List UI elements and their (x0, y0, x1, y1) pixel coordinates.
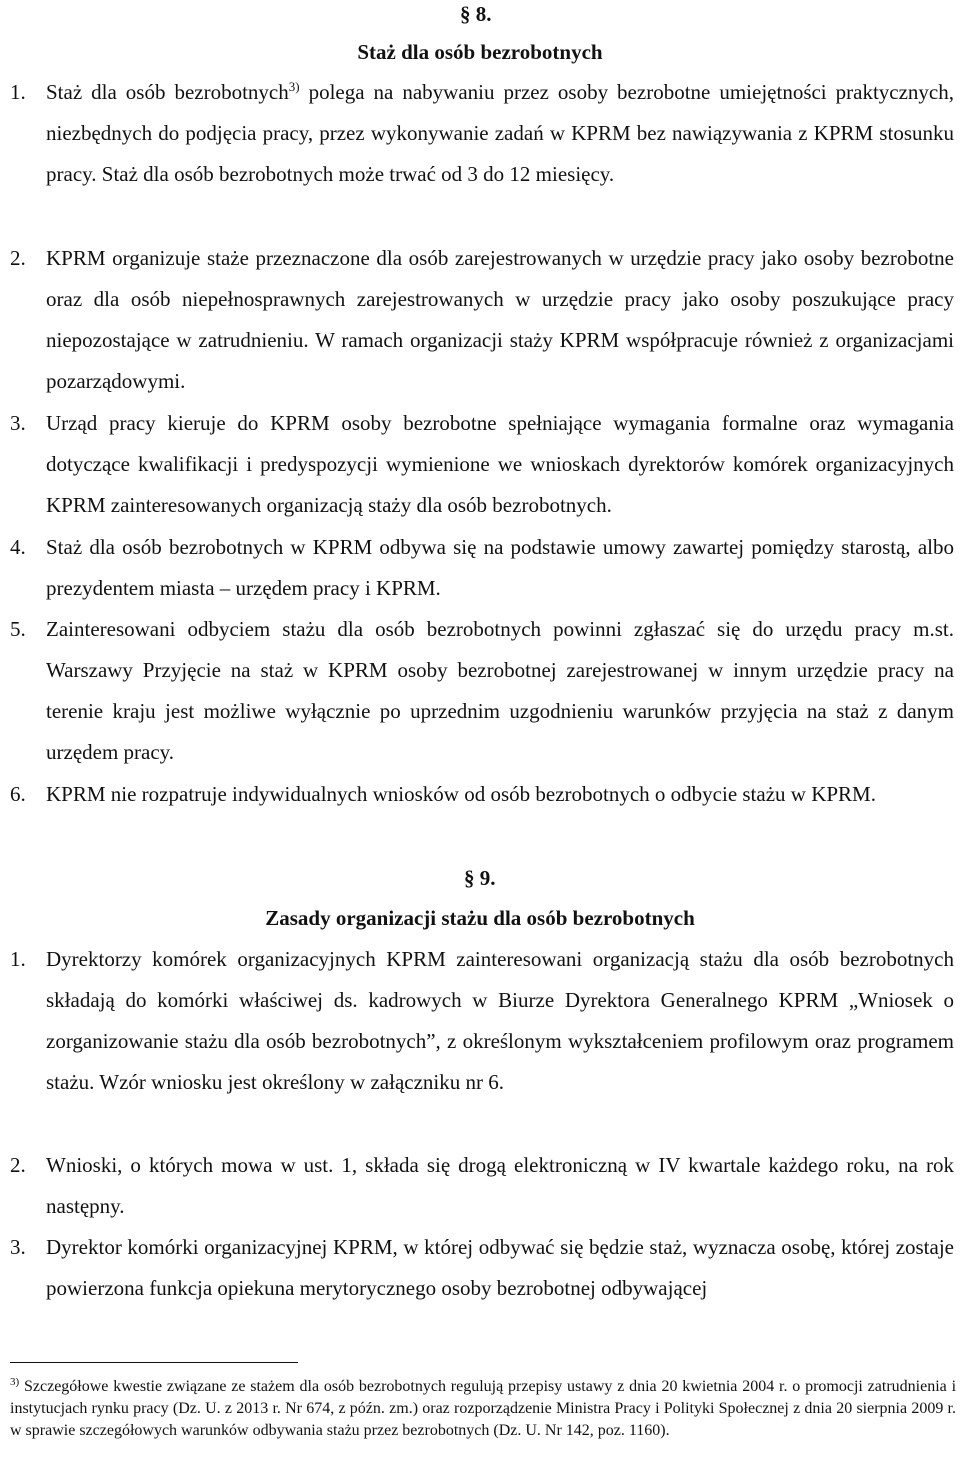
footnote (10, 1376, 956, 1442)
item-number: 1. (10, 947, 26, 971)
item-number: 1. (10, 80, 26, 104)
item-text-rest: polega na nabywaniu przez osoby bezrobotne umiejętności praktycznych, niezbędnych do podjęcia pracy, przez wykonywanie zadań w KPRM bez nawiązywania z KPRM stosunku pracy. Staż dla osób bezrobotnych może trwać od 3 do 12 miesięcy. (46, 80, 954, 186)
item-number: 5. (10, 617, 26, 641)
footnote-text: Szczegółowe kwestie związane ze stażem dla osób bezrobotnych regulują przepisy ustawy z dnia 20 kwietnia 2004 r. o promocji zatrudnienia i instytucjach rynku pracy (Dz. U. z 2013 r. Nr 674, z późn. zm.) oraz rozporządzenie Ministra Pracy i Polityki Społecznej z dnia 20 sierpnia 2009 r. w sprawie szczegółowych warunków odbywania stażu przez bezrobotnych (Dz. U. Nr 142, poz. 1160). (10, 1378, 957, 1439)
item-number: 2. (10, 1153, 26, 1177)
item-text: Zainteresowani odbyciem stażu dla osób bezrobotnych powinni zgłaszać się do urzędu pracy m.st. Warszawy Przyjęcie na staż w KPRM osoby bezrobotnej zarejestrowanej w innym urzędzie pracy na terenie kraju jest możliwe wyłącznie po uprzednim uzgodnieniu warunków przyjęcia na staż z danym urzędem pracy. (46, 617, 954, 764)
footnote-reference[interactable]: 3) (288, 79, 300, 94)
footnote-mark: 3) (10, 1376, 20, 1388)
item-text: KPRM nie rozpatruje indywidualnych wniosków od osób bezrobotnych o odbycie stażu w KPRM. (46, 782, 876, 806)
item-number: 4. (10, 535, 26, 559)
item-number: 2. (10, 246, 26, 270)
section-8-title: Staż dla osób bezrobotnych (357, 40, 603, 64)
item-text-start: Staż dla osób bezrobotnych (46, 80, 289, 104)
item-text: Urząd pracy kieruje do KPRM osoby bezrobotne spełniające wymagania formalne oraz wymagania dotyczące kwalifikacji i predyspozycji wymienione we wnioskach dyrektorów komórek organizacyjnych KPRM zainteresowanych organizacją staży dla osób bezrobotnych. (46, 411, 954, 517)
section-8-number: § 8. (460, 2, 492, 26)
section-9-title: Zasady organizacji stażu dla osób bezrobotnych (265, 906, 695, 930)
section-9-number: § 9. (464, 866, 496, 890)
item-text: Dyrektorzy komórek organizacyjnych KPRM zainteresowani organizacją stażu dla osób bezrobotnych składają do komórki właściwej ds. kadrowych w Biurze Dyrektora Generalnego KPRM „Wniosek o zorganizowanie stażu dla osób bezrobotnych”, z określonym wykształceniem profilowym oraz programem stażu. Wzór wniosku jest określony w załączniku nr 6. (46, 947, 954, 1094)
item-text: Staż dla osób bezrobotnych w KPRM odbywa się na podstawie umowy zawartej pomiędzy starostą, albo prezydentem miasta – urzędem pracy i KPRM. (46, 535, 954, 600)
item-number: 3. (10, 1235, 26, 1259)
item-number: 6. (10, 782, 26, 806)
item-text: KPRM organizuje staże przeznaczone dla osób zarejestrowanych w urzędzie pracy jako osoby bezrobotne oraz dla osób niepełnosprawnych zarejestrowanych w urzędzie pracy jako osoby poszukujące pracy niepozostające w zatrudnieniu. W ramach organizacji staży KPRM współpracuje również z organizacjami pozarządowymi. (46, 246, 954, 393)
item-text: Dyrektor komórki organizacyjnej KPRM, w której odbywać się będzie staż, wyznacza osobę, której zostaje powierzona funkcja opiekuna merytorycznego osoby bezrobotnej odbywającej (46, 1235, 954, 1300)
item-number: 3. (10, 411, 26, 435)
item-text: Wnioski, o których mowa w ust. 1, składa się drogą elektroniczną w IV kwartale każdego roku, na rok następny. (46, 1153, 954, 1218)
footnote-divider (10, 1362, 298, 1363)
